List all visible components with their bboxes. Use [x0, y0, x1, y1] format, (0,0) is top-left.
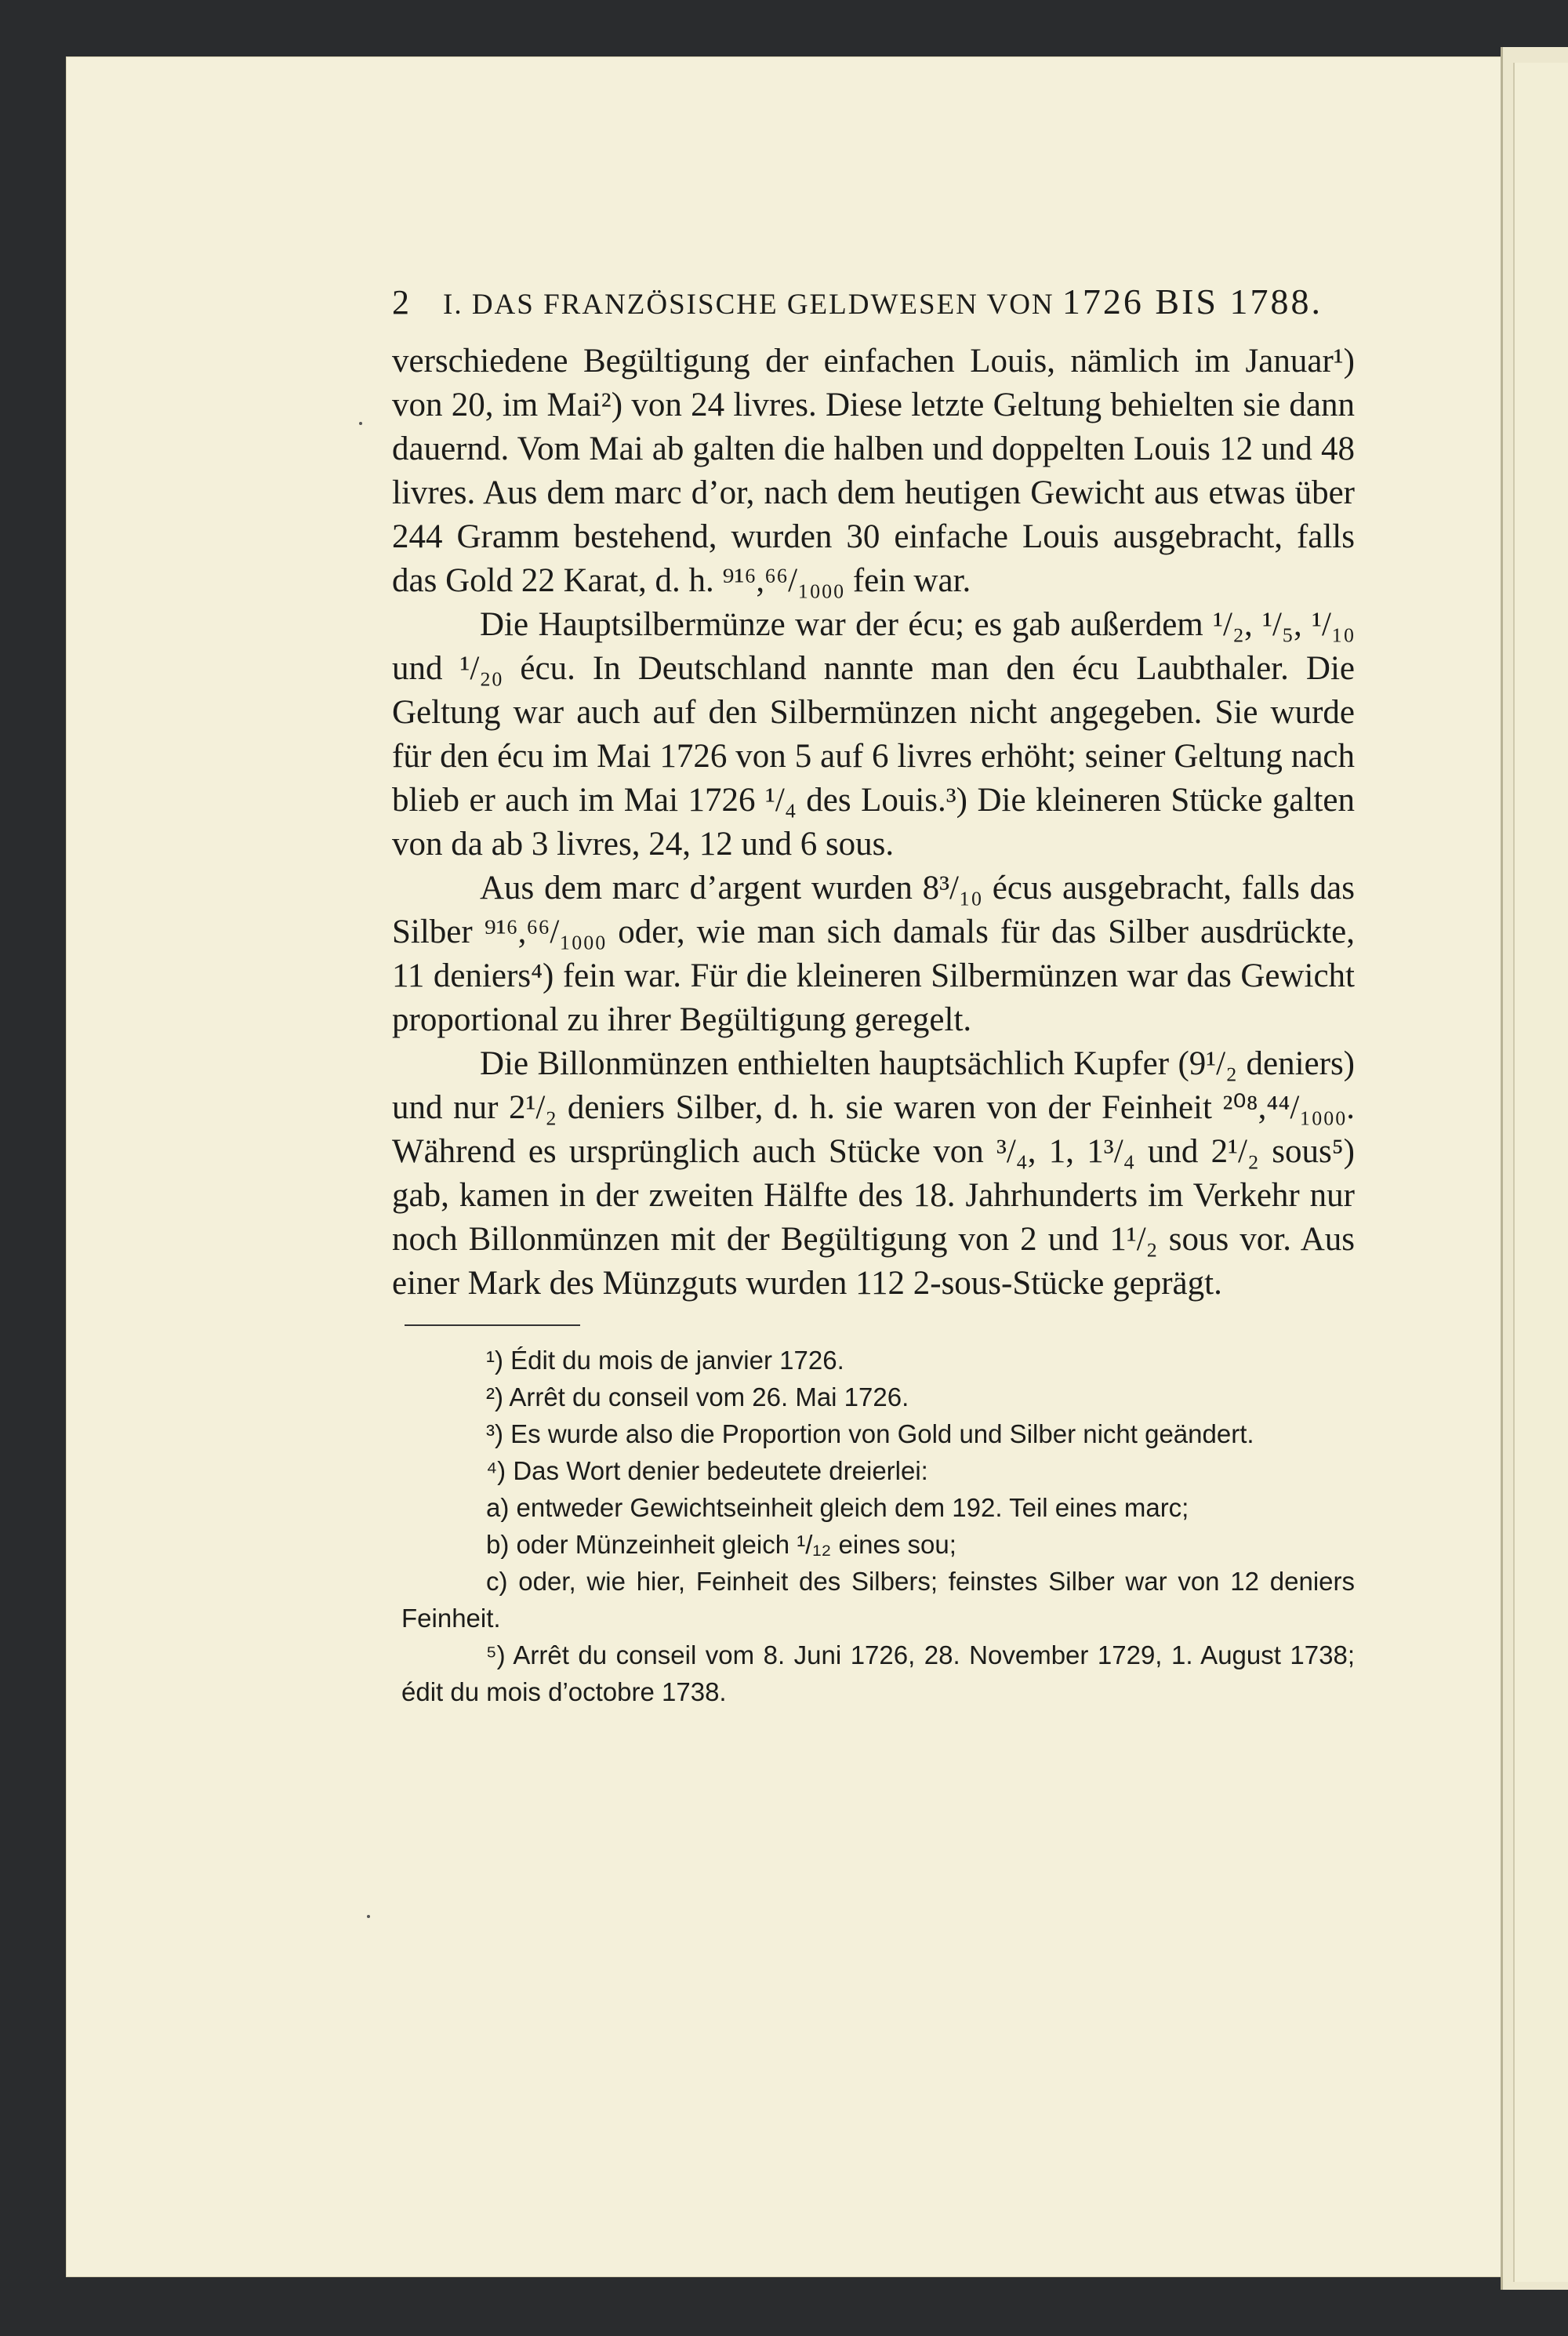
running-head-title: I. DAS FRANZÖSISCHE GELDWESEN VON — [443, 289, 1054, 321]
paragraph: verschiedene Begültigung der einfachen Louis, nämlich im Januar¹) von 20, im Mai²) von 24 livres. Diese letzte Geltung behielten sie dann dauernd. Vom Mai ab galten die halben und doppelten Louis 12 und 48 livres. Aus dem marc d’or, nach dem heutigen Gewicht aus etwas über 244 Gramm bestehend, wurden 30 einfache Louis ausgebracht, falls das Gold 22 Karat, d. h. ⁹¹⁶,⁶⁶/₁₀₀₀ fein war. — [392, 343, 1355, 599]
footnote: ¹) Édit du mois de janvier 1726. — [486, 1346, 844, 1375]
page-content — [392, 281, 1355, 1710]
footnote: ⁵) Arrêt du conseil vom 8. Juni 1726, 28. November 1729, 1. August 1738; édit du mois d’octobre 1738. — [401, 1640, 1355, 1706]
footnote-rule — [405, 1324, 580, 1326]
footnote: ²) Arrêt du conseil vom 26. Mai 1726. — [486, 1382, 909, 1411]
footnote: c) oder, wie hier, Feinheit des Silbers; feinstes Silber war von 12 deniers Feinheit. — [401, 1567, 1355, 1633]
footnote: ⁴) Das Wort denier bedeutete dreierlei: — [486, 1456, 928, 1485]
page-number: 2 — [392, 283, 410, 322]
page-edge-inner — [1513, 63, 1568, 2282]
footnote: ³) Es wurde also die Proportion von Gold und Silber nicht geändert. — [486, 1419, 1254, 1448]
footnote: b) oder Münzeinheit gleich ¹/₁₂ eines sou; — [486, 1530, 956, 1559]
paragraph: Die Hauptsilbermünze war der écu; es gab außerdem ¹/₂, ¹/₅, ¹/₁₀ und ¹/₂₀ écu. In Deutschland nannte man den écu Laubthaler. Die Geltung war auch auf den Silbermünzen nicht angegeben. Sie wurde für den écu im Mai 1726 von 5 auf 6 livres erhöht; seiner Geltung nach blieb er auch im Mai 1726 ¹/₄ des Louis.³) Die kleineren Stücke galten von da ab 3 livres, 24, 12 und 6 sous. — [392, 606, 1355, 863]
footnote: a) entweder Gewichtseinheit gleich dem 192. Teil eines marc; — [486, 1493, 1189, 1522]
body-text — [392, 340, 1355, 1306]
stray-mark — [367, 1915, 370, 1918]
running-head — [392, 281, 1355, 322]
paragraph: Aus dem marc d’argent wurden 8³/₁₀ écus ausgebracht, falls das Silber ⁹¹⁶,⁶⁶/₁₀₀₀ oder, wie man sich damals für das Silber ausdrückte, 11 deniers⁴) fein war. Für die kleineren Silbermünzen war das Gewicht proportional zu ihrer Begültigung geregelt. — [392, 870, 1355, 1038]
footnotes — [392, 1342, 1355, 1710]
running-head-years: 1726 BIS 1788. — [1062, 282, 1323, 322]
stray-mark — [359, 422, 362, 425]
paragraph: Die Billonmünzen enthielten hauptsächlich Kupfer (9¹/₂ deniers) und nur 2¹/₂ deniers Silber, d. h. sie waren von der Feinheit ²⁰⁸,⁴⁴/₁₀₀₀. Während es ursprünglich auch Stücke von ³/₄, 1, 1³/₄ und 2¹/₂ sous⁵) gab, kamen in der zweiten Hälfte des 18. Jahrhunderts im Verkehr nur noch Billonmünzen mit der Begültigung von 2 und 1¹/₂ sous vor. Aus einer Mark des Münzguts wurden 112 2-sous-Stücke geprägt. — [392, 1045, 1355, 1302]
